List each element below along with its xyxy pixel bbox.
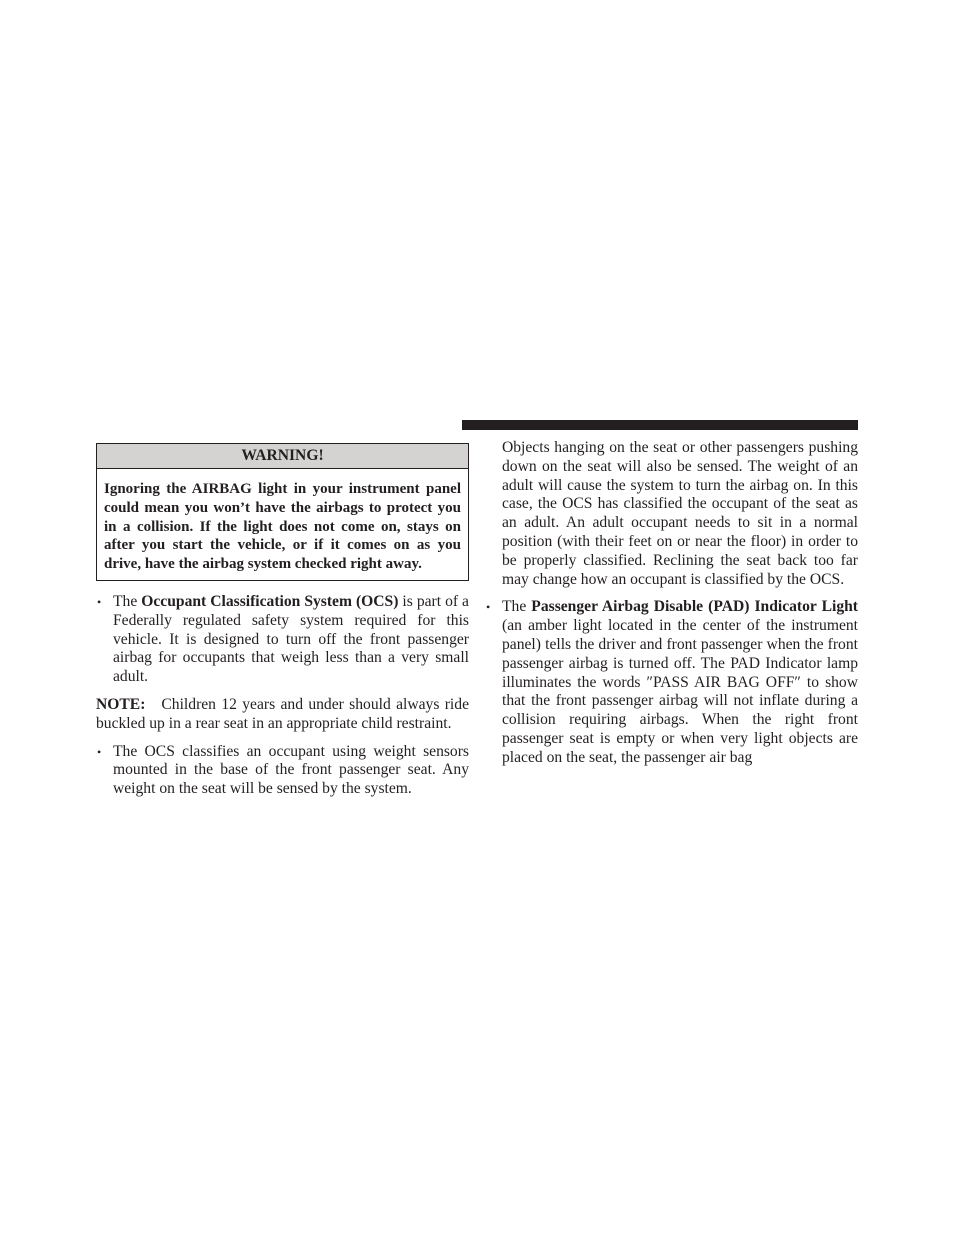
right-column xyxy=(485,439,858,777)
bullet-ocs-classifies xyxy=(96,743,469,799)
continuation-paragraph: Objects hanging on the seat or other passengers pushing down on the seat will also be sensed. The weight of an adult will cause the system to turn the airbag on. In this case, the OCS has classified the occupant of the seat as an adult. An adult occupant needs to sit in a normal position (with their feet on or near the floor) in order to be properly classified. Reclining the seat back too far may change how an occupant is classified by the OCS. xyxy=(502,439,858,588)
section-rule xyxy=(462,420,858,430)
bullet-glyph: • xyxy=(97,744,102,759)
bullet-glyph: • xyxy=(97,594,102,609)
note-label: NOTE: xyxy=(96,695,146,713)
bullet-pad-pre: The xyxy=(502,598,532,616)
bullet-pad-text: (an amber light located in the center of the instrument panel) tells the driver and front passenger when the front passenger airbag is turned off. The PAD Indicator lamp illuminates the words ″PASS AIR BAG OFF″ to show that the front passenger airbag will not inflate during a collision requiring airbags. When the right front passenger seat is empty or when very light objects are placed on the seat, the passenger air bag xyxy=(502,617,858,766)
bullet-ocs-pre: The xyxy=(113,592,142,610)
bullet-glyph: • xyxy=(486,600,491,615)
bullet-pad-term: Passenger Airbag Disable (PAD) Indicator Light xyxy=(531,598,858,616)
warning-title: WARNING! xyxy=(97,444,468,469)
bullet-ocs xyxy=(96,593,469,687)
note-text: Children 12 years and under should always ride buckled up in a rear seat in an appropriate child restraint. xyxy=(96,695,469,732)
bullet-ocs-text: is part of a Federally regulated safety system required for this vehicle. It is designed to turn off the front passenger airbag for occupants that weigh less than a very small adult. xyxy=(113,592,469,686)
bullet-pad-light xyxy=(485,598,858,767)
bullet-ocs-term: Occupant Classification System (OCS) xyxy=(141,592,399,610)
bullet-ocs-classifies-text: The OCS classifies an occupant using weight sensors mounted in the base of the front passenger seat. Any weight on the seat will be sensed by the system. xyxy=(113,742,469,798)
warning-box xyxy=(96,443,469,581)
left-column xyxy=(96,443,469,808)
note xyxy=(96,696,469,734)
warning-body: Ignoring the AIRBAG light in your instrument panel could mean you won’t have the airbags to protect you in a collision. If the light does not come on, stays on after you start the vehicle, or if it comes on as you drive, have the airbag system checked right away. xyxy=(104,481,461,573)
